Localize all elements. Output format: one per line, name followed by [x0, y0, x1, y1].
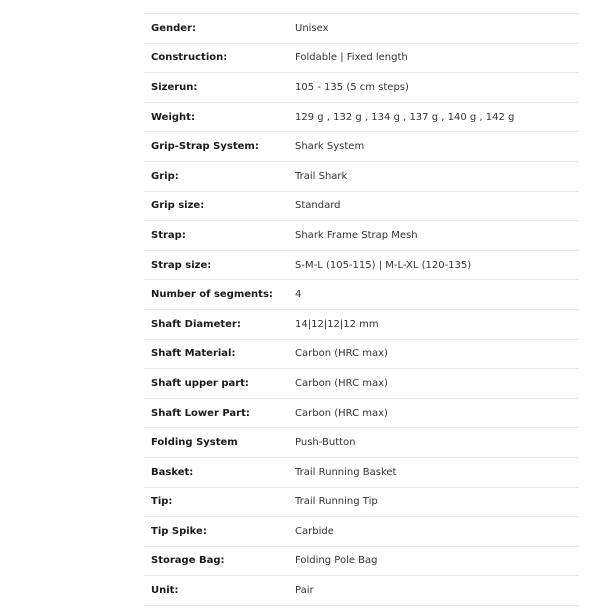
spec-row-grip	[144, 162, 579, 192]
spec-label: Shaft Diameter:	[151, 318, 241, 330]
spec-label: Grip-Strap System:	[151, 141, 259, 153]
spec-label: Tip Spike:	[151, 525, 207, 537]
spec-row-strap-size	[144, 251, 579, 281]
spec-value: Foldable | Fixed length	[295, 52, 408, 64]
spec-row-shaft-upper-part	[144, 369, 579, 399]
spec-value: Unisex	[295, 22, 329, 34]
spec-label: Shaft Material:	[151, 348, 236, 360]
spec-label: Construction:	[151, 52, 228, 64]
spec-value: Trail Running Basket	[295, 466, 397, 478]
spec-row-shaft-material	[144, 340, 579, 370]
spec-label: Basket:	[151, 466, 194, 478]
spec-value: 4	[295, 289, 302, 301]
spec-value: Carbon (HRC max)	[295, 348, 388, 360]
spec-value: 105 - 135 (5 cm steps)	[295, 81, 409, 93]
spec-label: Sizerun:	[151, 81, 198, 93]
spec-value: Standard	[295, 200, 341, 212]
spec-row-sizerun	[144, 73, 579, 103]
spec-row-gender	[144, 14, 579, 44]
spec-row-basket	[144, 458, 579, 488]
spec-value: Carbon (HRC max)	[295, 377, 388, 389]
spec-value: Pair	[295, 585, 314, 597]
spec-value: Shark System	[295, 141, 365, 153]
spec-row-grip-strap-system	[144, 132, 579, 162]
spec-value: Push-Button	[295, 437, 356, 449]
spec-label: Gender:	[151, 22, 196, 34]
spec-label: Folding System	[151, 437, 238, 449]
spec-value: Trail Running Tip	[295, 496, 378, 508]
spec-row-grip-size	[144, 192, 579, 222]
spec-row-storage-bag	[144, 547, 579, 577]
spec-label: Grip size:	[151, 200, 205, 212]
spec-label: Grip:	[151, 170, 179, 182]
spec-row-strap	[144, 221, 579, 251]
spec-label: Strap size:	[151, 259, 212, 271]
spec-value: 129 g , 132 g , 134 g , 137 g , 140 g , 142 g	[295, 111, 515, 123]
spec-row-construction	[144, 44, 579, 74]
spec-row-unit	[144, 576, 579, 606]
spec-value: 14|12|12|12 mm	[295, 318, 379, 330]
spec-row-number-of-segments	[144, 280, 579, 310]
spec-label: Storage Bag:	[151, 555, 225, 567]
spec-label: Strap:	[151, 229, 186, 241]
spec-row-folding-system	[144, 428, 579, 458]
spec-value: S-M-L (105-115) | M-L-XL (120-135)	[295, 259, 472, 271]
spec-label: Unit:	[151, 585, 179, 597]
spec-value: Folding Pole Bag	[295, 555, 378, 567]
spec-label: Number of segments:	[151, 289, 273, 301]
specifications-table	[144, 13, 579, 606]
spec-row-weight	[144, 103, 579, 133]
spec-value: Carbide	[295, 525, 334, 537]
spec-row-tip	[144, 488, 579, 518]
spec-value: Carbon (HRC max)	[295, 407, 388, 419]
spec-value: Shark Frame Strap Mesh	[295, 229, 418, 241]
spec-label: Weight:	[151, 111, 195, 123]
spec-label: Shaft Lower Part:	[151, 407, 250, 419]
spec-row-tip-spike	[144, 517, 579, 547]
spec-label: Tip:	[151, 496, 173, 508]
spec-label: Shaft upper part:	[151, 377, 249, 389]
spec-row-shaft-lower-part	[144, 399, 579, 429]
spec-row-shaft-diameter	[144, 310, 579, 340]
spec-value: Trail Shark	[295, 170, 348, 182]
